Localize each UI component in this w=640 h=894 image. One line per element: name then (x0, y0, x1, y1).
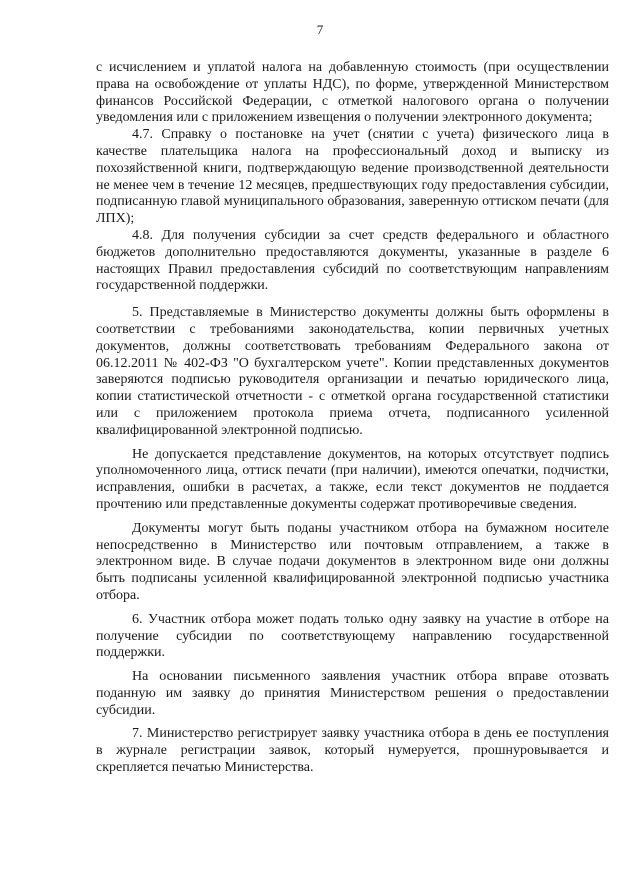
paragraph-7: 7. Министерство регистрирует заявку участника отбора в день ее поступления в журнале регистрации заявок, который нумеруется, прошнуровывается и скрепляется печатью Министерства. (96, 726, 609, 776)
paragraph-5: 5. Представляемые в Министерство документы должны быть оформлены в соответствии с требованиями законодательства, копии первичных учетных документов, должны соответствовать требованиям Федерального закона от 06.12.2011 № 402-ФЗ "О бухгалтерском учете". Копии представленных документов заверяются подписью руководителя организации и печатью юридического лица, копии статистической отчетности - с отметкой органа государственной статистики или с приложением протокола приема отчета, подписанного усиленной квалифицированной электронной подписью. (96, 305, 609, 438)
paragraph-4-8: 4.8. Для получения субсидии за счет средств федерального и областного бюджетов дополнительно предоставляются документы, указанные в разделе 6 настоящих Правил предоставления субсидий по соответствующим направлениям государственной поддержки. (96, 227, 609, 294)
page-number: 7 (316, 22, 324, 37)
paragraph-6: 6. Участник отбора может подать только одну заявку на участие в отборе на получение субсидии по соответствующему направлению государственной поддержки. (96, 611, 609, 661)
paragraph-withdrawal: На основании письменного заявления участник отбора вправе отозвать поданную им заявку до принятия Министерством решения о предоставлении субсидии. (96, 669, 609, 718)
paragraph-document-requirements: Не допускается представление документов, на которых отсутствует подпись уполномоченного лица, оттиск печати (при наличии), имеются опечатки, подчистки, исправления, ошибки в расчетах, а также, если текст документов не поддается прочтению или представленные документы содержат противоречивые сведения. (96, 446, 609, 512)
document-body (96, 60, 609, 777)
paragraph-4-7: 4.7. Справку о постановке на учет (снятии с учета) физического лица в качестве плательщика налога на профессиональный доход и выписку из похозяйственной книги, подтверждающую ведение производственной деятельности не менее чем в течение 12 месяцев, предшествующих году предоставления субсидии, подписанную главой муниципального образования, заверенную оттиском печати (для ЛПХ); (96, 127, 609, 227)
paragraph-submission-methods: Документы могут быть поданы участником отбора на бумажном носителе непосредственно в Министерство или почтовым отправлением, а также в электронном виде. В случае подачи документов в электронном виде они должны быть подписаны усиленной квалифицированной электронной подписью участника отбора. (96, 520, 609, 603)
paragraph-nds-continuation: с исчислением и уплатой налога на добавленную стоимость (при осуществлении права на освобождение от уплаты НДС), по форме, утвержденной Министерством финансов Российской Федерации, с отметкой налогового органа о получении уведомления или с приложением извещения о получении электронного документа; (96, 60, 609, 126)
